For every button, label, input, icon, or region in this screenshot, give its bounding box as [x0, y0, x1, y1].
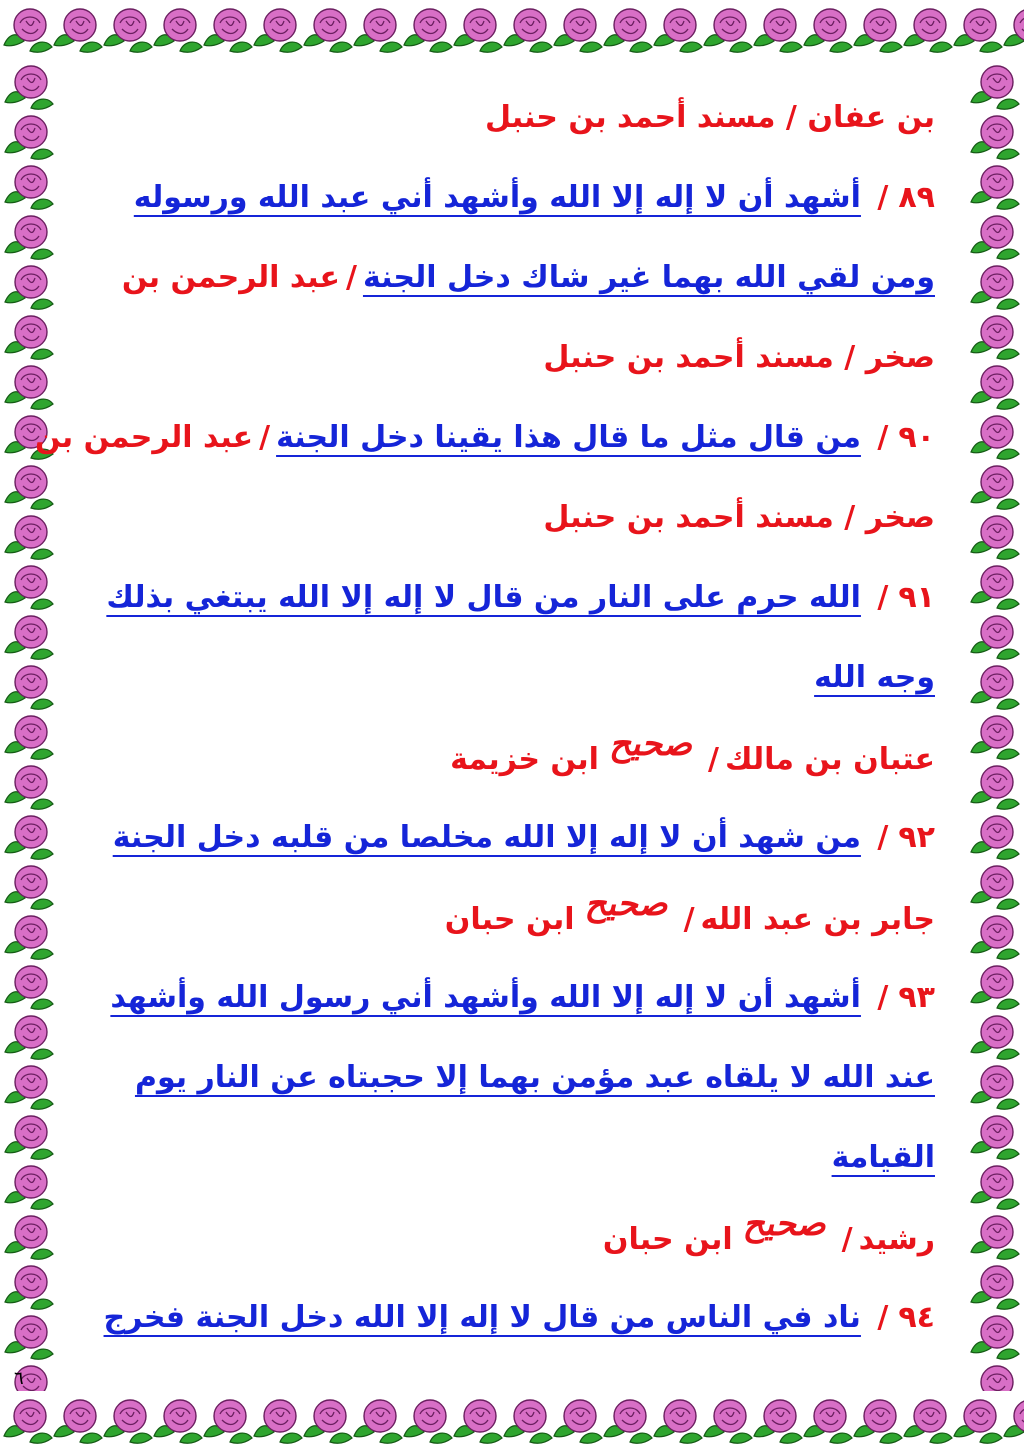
rose-ornament-icon [1, 708, 57, 764]
rose-ornament-icon [450, 1, 506, 57]
hadith-line-92: ٩٢/ من شهد أن لا إله إلا الله مخلصا من قلبه دخل الجنة [112, 820, 935, 855]
rose-ornament-icon [1, 958, 57, 1014]
rose-ornament-icon [700, 1392, 756, 1448]
rose-ornament-icon [967, 958, 1023, 1014]
rose-ornament-icon [1, 1058, 57, 1114]
rose-ornament-icon [1, 758, 57, 814]
rose-ornament-icon [750, 1392, 806, 1448]
rose-ornament-icon [967, 658, 1023, 714]
rose-ornament-icon [800, 1392, 856, 1448]
rose-ornament-icon [1, 1108, 57, 1164]
rose-ornament-icon [1, 1358, 57, 1391]
rose-ornament-icon [800, 1, 856, 57]
source-line: صخر / مسند أحمد بن حنبل [543, 340, 935, 375]
rose-ornament-icon [967, 1158, 1023, 1214]
hadith-text: الله حرم على النار من قال لا إله إلا الله يبتغي بذلك [106, 580, 861, 615]
rose-ornament-icon [1, 808, 57, 864]
rose-ornament-icon [1000, 1392, 1024, 1448]
rose-ornament-icon [967, 708, 1023, 764]
hadith-text: أشهد أن لا إله إلا الله وأشهد أني عبد الله ورسوله [133, 180, 861, 215]
rose-ornament-icon [967, 1008, 1023, 1064]
rose-ornament-icon [967, 58, 1023, 114]
rose-ornament-icon [150, 1, 206, 57]
rose-ornament-icon [900, 1, 956, 57]
rose-ornament-icon [900, 1392, 956, 1448]
rose-ornament-icon [0, 1392, 56, 1448]
rose-ornament-icon [967, 1058, 1023, 1114]
rose-ornament-icon [1, 1158, 57, 1214]
rose-ornament-icon [650, 1, 706, 57]
rose-ornament-icon [1, 608, 57, 664]
rose-ornament-icon [1000, 1, 1024, 57]
rose-ornament-icon [0, 1, 56, 57]
rose-ornament-icon [850, 1, 906, 57]
rose-ornament-icon [967, 1258, 1023, 1314]
rose-ornament-icon [200, 1, 256, 57]
hadith-continuation: عند الله لا يلقاه عبد مؤمن بهما إلا حجبتاه عن النار يوم [134, 1060, 935, 1095]
narrator: عبد الرحمن بن [121, 260, 340, 295]
rose-ornament-icon [1, 508, 57, 564]
hadith-number: ٩٣ [898, 980, 935, 1015]
hadith-text: من شهد أن لا إله إلا الله مخلصا من قلبه دخل الجنة [112, 820, 861, 855]
rose-ornament-icon [967, 158, 1023, 214]
narrator: عبد الرحمن بن [34, 420, 254, 455]
rose-ornament-icon [150, 1392, 206, 1448]
sahih-label: صحيح [584, 884, 668, 924]
rose-ornament-icon [750, 1, 806, 57]
hadith-line-93: ٩٣/ أشهد أن لا إله إلا الله وأشهد أني رسول الله وأشهد [110, 980, 935, 1015]
rose-ornament-icon [967, 508, 1023, 564]
rose-ornament-icon [967, 358, 1023, 414]
hadith-line-94: ٩٤/ ناد في الناس من قال لا إله إلا الله دخل الجنة فخرج [103, 1300, 935, 1335]
sahih-source-line: جابر بن عبد الله/صحيحابن حبان [445, 888, 935, 948]
narrator: عتبان بن مالك [724, 742, 935, 777]
rose-ornament-icon [1, 108, 57, 164]
hadith-text: أشهد أن لا إله إلا الله وأشهد أني رسول الله وأشهد [110, 980, 861, 1015]
rose-ornament-icon [600, 1392, 656, 1448]
rose-ornament-icon [100, 1392, 156, 1448]
rose-ornament-icon [967, 808, 1023, 864]
rose-ornament-icon [600, 1, 656, 57]
rose-ornament-icon [967, 1358, 1023, 1391]
hadith-continuation: وجه الله [814, 660, 935, 695]
rose-ornament-icon [967, 558, 1023, 614]
top-rose-border [0, 0, 1024, 58]
rose-ornament-icon [700, 1, 756, 57]
hadith-number: ٩١ [898, 580, 935, 615]
left-rose-border [0, 58, 58, 1391]
right-rose-border [966, 58, 1024, 1391]
rose-ornament-icon [967, 308, 1023, 364]
hadith-source-line: ومن لقي الله بهما غير شاك دخل الجنة/عبد الرحمن بن [121, 260, 935, 295]
rose-ornament-icon [1, 158, 57, 214]
source-line: صخر / مسند أحمد بن حنبل [543, 500, 935, 535]
hadith-number: ٩٠ [898, 420, 935, 455]
rose-ornament-icon [550, 1, 606, 57]
rose-ornament-icon [967, 608, 1023, 664]
hadith-number: ٩٤ [898, 1300, 935, 1335]
rose-ornament-icon [1, 1008, 57, 1064]
source-line: بن عفان / مسند أحمد بن حنبل [484, 100, 935, 135]
rose-ornament-icon [650, 1392, 706, 1448]
rose-ornament-icon [1, 908, 57, 964]
rose-ornament-icon [500, 1392, 556, 1448]
rose-ornament-icon [500, 1, 556, 57]
rose-ornament-icon [967, 1308, 1023, 1364]
rose-ornament-icon [950, 1, 1006, 57]
rose-ornament-icon [1, 258, 57, 314]
narrator: جابر بن عبد الله [700, 902, 935, 937]
rose-ornament-icon [200, 1392, 256, 1448]
rose-ornament-icon [1, 358, 57, 414]
sahih-label: صحيح [608, 724, 692, 764]
rose-ornament-icon [350, 1392, 406, 1448]
rose-ornament-icon [300, 1392, 356, 1448]
rose-ornament-icon [1, 658, 57, 714]
rose-ornament-icon [100, 1, 156, 57]
rose-ornament-icon [550, 1392, 606, 1448]
hadith-text: من قال مثل ما قال هذا يقينا دخل الجنة [276, 420, 861, 455]
hadith-continuation: القيامة [831, 1140, 935, 1175]
rose-ornament-icon [50, 1, 106, 57]
rose-ornament-icon [967, 208, 1023, 264]
page-content [34, 88, 935, 1388]
page-number: ٦ [14, 1368, 24, 1389]
rose-ornament-icon [1, 58, 57, 114]
hadith-text: ناد في الناس من قال لا إله إلا الله دخل الجنة فخرج [103, 1300, 861, 1335]
sahih-label: صحيح [742, 1204, 826, 1244]
rose-ornament-icon [967, 858, 1023, 914]
hadith-number: ٨٩ [898, 180, 935, 215]
narrator: رشيد [858, 1222, 935, 1257]
hadith-text: ومن لقي الله بهما غير شاك دخل الجنة [362, 260, 935, 295]
rose-ornament-icon [967, 758, 1023, 814]
rose-ornament-icon [967, 908, 1023, 964]
rose-ornament-icon [1, 1258, 57, 1314]
rose-ornament-icon [1, 208, 57, 264]
rose-ornament-icon [967, 408, 1023, 464]
hadith-number: ٩٢ [898, 820, 935, 855]
rose-ornament-icon [400, 1, 456, 57]
rose-ornament-icon [250, 1392, 306, 1448]
rose-ornament-icon [1, 858, 57, 914]
rose-ornament-icon [967, 258, 1023, 314]
rose-ornament-icon [967, 458, 1023, 514]
book: ابن حبان [444, 902, 575, 937]
bottom-rose-border [0, 1391, 1024, 1449]
rose-ornament-icon [300, 1, 356, 57]
rose-ornament-icon [350, 1, 406, 57]
sahih-source-line: رشيد/صحيحابن حبان [603, 1208, 935, 1268]
book: ابن خزيمة [450, 742, 599, 777]
rose-ornament-icon [967, 1208, 1023, 1264]
hadith-line-89: ٨٩/ أشهد أن لا إله إلا الله وأشهد أني عبد الله ورسوله [133, 180, 935, 215]
rose-ornament-icon [967, 108, 1023, 164]
rose-ornament-icon [1, 1308, 57, 1364]
hadith-line-91: ٩١/ الله حرم على النار من قال لا إله إلا الله يبتغي بذلك [106, 580, 935, 615]
rose-ornament-icon [850, 1392, 906, 1448]
rose-ornament-icon [250, 1, 306, 57]
rose-ornament-icon [967, 1108, 1023, 1164]
rose-ornament-icon [50, 1392, 106, 1448]
sahih-source-line: عتبان بن مالك/صحيحابن خزيمة [450, 728, 935, 788]
rose-ornament-icon [1, 1208, 57, 1264]
rose-ornament-icon [950, 1392, 1006, 1448]
hadith-line-90: ٩٠/ من قال مثل ما قال هذا يقينا دخل الجنة/عبد الرحمن بن [34, 420, 935, 455]
book: ابن حبان [602, 1222, 733, 1257]
rose-ornament-icon [450, 1392, 506, 1448]
rose-ornament-icon [400, 1392, 456, 1448]
rose-ornament-icon [1, 308, 57, 364]
rose-ornament-icon [1, 558, 57, 614]
